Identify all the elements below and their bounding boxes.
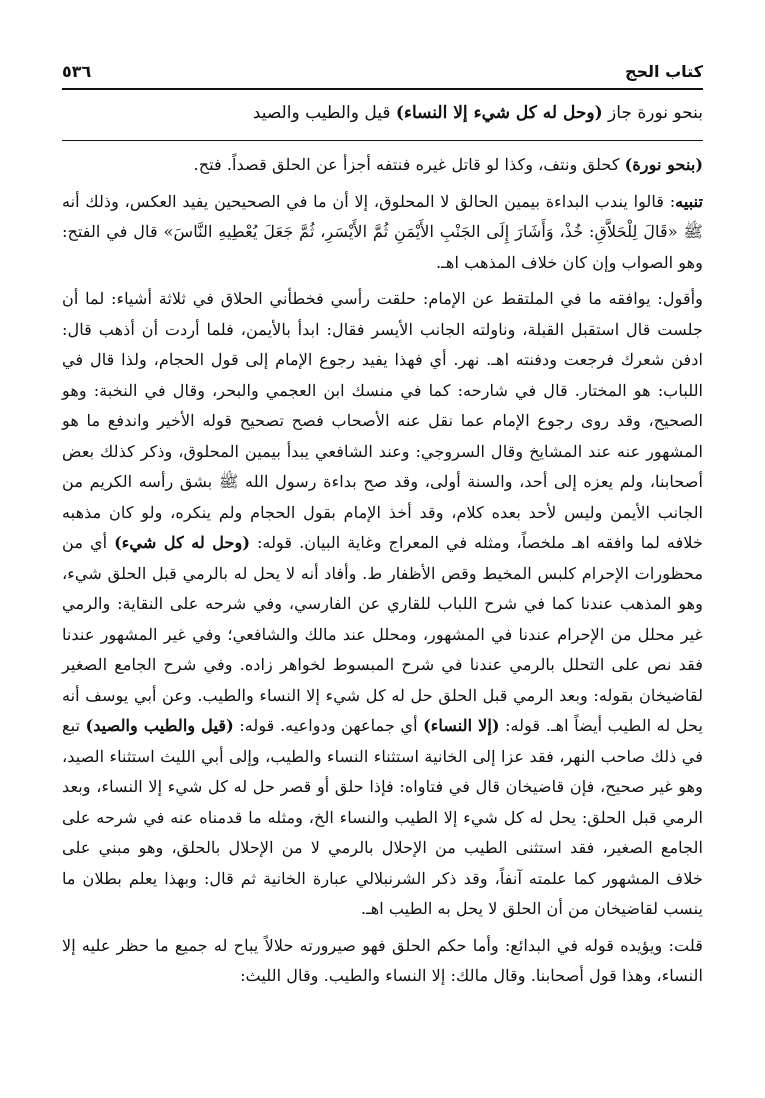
commentary-paragraph (62, 150, 703, 181)
paragraph-text: قلت: ويؤيده قوله في البدائع: وأما حكم الحلق فهو صيرورته حلالاً يباح له جميع ما حظر عليه إلا النساء، وهذا قول أصحابنا. وقال مالك: إلا النساء والطيب. وقال الليث: (62, 935, 703, 985)
bold-term: (وحل له كل شيء) (114, 533, 251, 552)
paragraph-text: وأقول: يوافقه ما في الملتقط عن الإمام: حلقت رأسي فخطأني الحلاق في ثلاثة أشياء: لما أن جلست قال استقبل القبلة، وناولته الجانب الأيسر فقال: ابدأ بالأيمن، فلما أردت أن أذهب قال: ادفن شعرك فرجعت ودفنته اهـ. نهر. أي فهذا يفيد رجوع الإمام إلى قول الحجام، ولذا قال في اللباب: هو المختار. قال في شارحه: كما في منسك ابن العجمي والبحر، وقال في النخبة: وهو الصحيح، وقد روى رجوع الإمام عما نقل عنه الأصحاب فصح تصحيح قوله الأخير واندفع ما هو المشهور عنه عند المشايخ وقال السروجي: وعند الشافعي يبدأ بيمين المحلوق، وذكر كذلك بعض أصحابنا، ولم يعزه إلى أحد، والسنة أولى، وقد صح بداءة رسول الله ﷺ بشق رأسه الكريم من الجانب الأيمن وليس لأحد بعده كلام، وقد أخذ الإمام بقول الحجام ولم ينكره، ولو كان مذهبه خلافه لما وافقه اهـ ملخصاً، ومثله في المعراج وغاية البيان. قوله: (62, 289, 703, 552)
matn-text (62, 98, 703, 128)
paragraph-text: تبع في ذلك صاحب النهر، فقد عزا إلى الخانية استثناء النساء والطيب، وإلى أبي الليث استثناء الصيد، وهو غير صحيح، فإن قاضيخان قال في فتاواه: فإذا حلق أو قصر حل له كل شيء إلا النساء، وبعد الرمي قبل الحلق: يحل له كل شيء إلا الطيب والنساء الخ، ومثله ما قدمناه عنه في شرحه على الجامع الصغير، فقد استثنى الطيب من الإحلال بالرمي لا من الإحلال بالحلق، وهو مبني على خلاف المشهور كما علمته آنفاً، وقد ذكر الشرنبلالي عبارة الخانية ثم قال: وبهذا يعلم بطلان ما ينسب لقاضيخان من أن الحلق لا يحل به الطيب اهـ. (62, 716, 703, 918)
commentary-paragraph (62, 284, 703, 925)
running-header (62, 56, 703, 86)
matn-post: قيل والطيب والصيد (252, 103, 391, 123)
bold-term: (إلا النساء) (423, 716, 500, 735)
header-rule (62, 88, 703, 90)
page (62, 0, 703, 1098)
paragraph-text: : قالوا يندب البداءة بيمين الحالق لا المحلوق، إلا أن ما في الصحيحين يفيد العكس، وذلك أنه ﷺ «قَالَ لِلْحَلاَّقِ: خُذْ، وَأَشَارَ إِلَى الجَنْبِ الأَيْمَنِ ثُمَّ الأَيْسَرِ، ثُمَّ جَعَلَ يُعْطِيهِ النَّاسَ» قال في الفتح: وهو الصواب وإن كان خلاف المذهب اهـ. (62, 191, 703, 272)
matn-rule (62, 140, 703, 141)
commentary-paragraph (62, 931, 703, 992)
paragraph-text: أي من محظورات الإحرام كلبس المخيط وقص الأظفار ط. وأفاد أنه لا يحل له بالرمي قبل الحلق شيء، وهو المذهب عندنا كما في شرح اللباب للقاري عن الفارسي، وفي شرحه على النقاية: والرمي غير محلل من الإحرام عندنا في المشهور، ومحلل عند مالك والشافعي؛ وفي غير المشهور عندنا فقد نص على التحلل بالرمي عندنا في شرح المبسوط لخواهر زاده. وفي شرح الجامع الصغير لقاضيخان بقوله: وبعد الرمي قبل الحلق حل له كل شيء إلا النساء والطيب. وعن أبي يوسف أنه يحل له الطيب أيضاً اهـ. قوله: (62, 533, 703, 735)
paragraph-text: أي جماعهن ودواعيه. قوله: (233, 716, 424, 735)
paragraph-text: كحلق ونتف، وكذا لو قاتل غيره فنتفه أجزأ عن الحلق قصداً. فتح. (193, 155, 625, 174)
matn-pre: بنحو نورة جاز (608, 103, 703, 123)
commentary-body (62, 150, 703, 998)
bold-term: (بنحو نورة) (624, 155, 703, 174)
bold-term: تنبيه (675, 191, 703, 211)
commentary-paragraph (62, 187, 703, 279)
page-number: ٥٣٦ (62, 61, 92, 81)
book-title: كتاب الحج (624, 61, 703, 81)
matn-bold: (وحل له كل شيء إلا النساء) (395, 103, 603, 123)
bold-term: (قيل والطيب والصيد) (85, 716, 234, 735)
